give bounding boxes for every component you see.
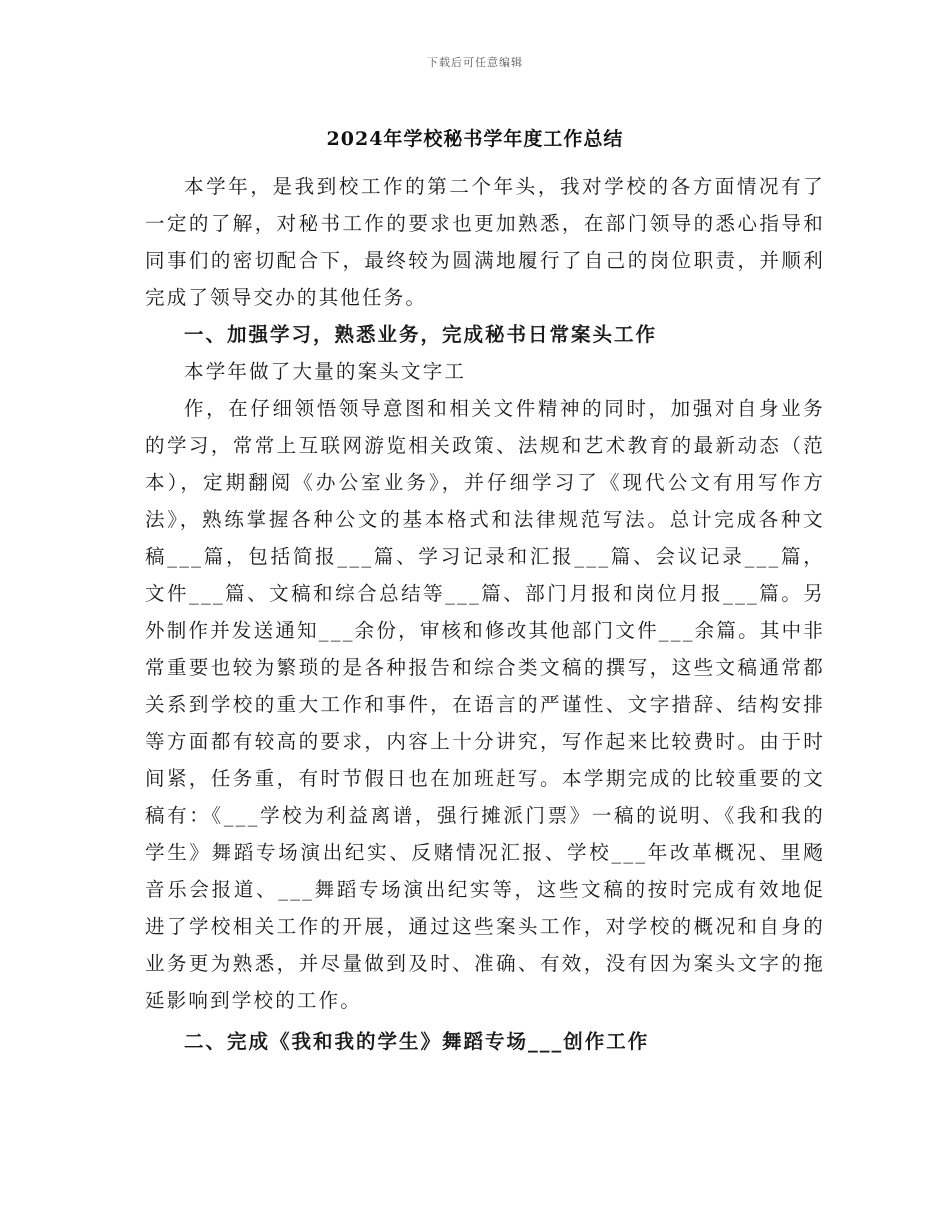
section-2-heading: 二、完成《我和我的学生》舞蹈专场___创作工作 — [184, 1030, 650, 1053]
document-title: 2024年学校秘书学年度工作总结 — [326, 128, 624, 150]
section-1-paragraph: 作，在仔细领悟领导意图和相关文件精神的同时，加强对自身业务的学习，常常上互联网游览相关政策、法规和艺术教育的最新动态（范本），定期翻阅《办公室业务》，并仔细学习了《现代公文有用写作方法》，熟练掌握各种公文的基本格式和法律规范写法。总计完成各种文稿___篇，包括简报___篇、学习记录和汇报___篇、会议记录___篇，文件___篇、文稿和综合总结等___篇、部门月报和岗位月报___篇。另外制作并发送通知___余份，审核和修改其他部门文件___余篇。其中非常重要也较为繁琐的是各种报告和综合类文稿的撰写，这些文稿通常都关系到学校的重大工作和事件，在语言的严谨性、文字措辞、结构安排等方面都有较高的要求，内容上十分讲究，写作起来比较费时。由于时间紧，任务重，有时节假日也在加班赶写。本学期完成的比较重要的文稿有：《___学校为利益离谱，强行摊派门票》一稿的说明、《我和我的学生》舞蹈专场演出纪实、反赌情况汇报、学校___年改革概况、里飏音乐会报道、___舞蹈专场演出纪实等，这些文稿的按时完成有效地促进了学校相关工作的开展，通过这些案头工作，对学校的概况和自身的业务更为熟悉，并尽量做到及时、准确、有效，没有因为案头文字的拖延影响到学校的工作。 — [145, 397, 825, 1012]
intro-paragraph: 本学年，是我到校工作的第二个年头，我对学校的各方面情况有了一定的了解，对秘书工作的要求也更加熟悉，在部门领导的悉心指导和同事们的密切配合下，最终较为圆满地履行了自己的岗位职责，并顺利完成了领导交办的其他任务。 — [145, 175, 825, 309]
section-1-first-line: 本学年做了大量的案头文字工 — [184, 360, 467, 383]
header-note: 下载后可任意编辑 — [427, 56, 523, 69]
section-1-heading: 一、加强学习，熟悉业务，完成秘书日常案头工作 — [184, 323, 658, 346]
document-body — [145, 168, 825, 1060]
